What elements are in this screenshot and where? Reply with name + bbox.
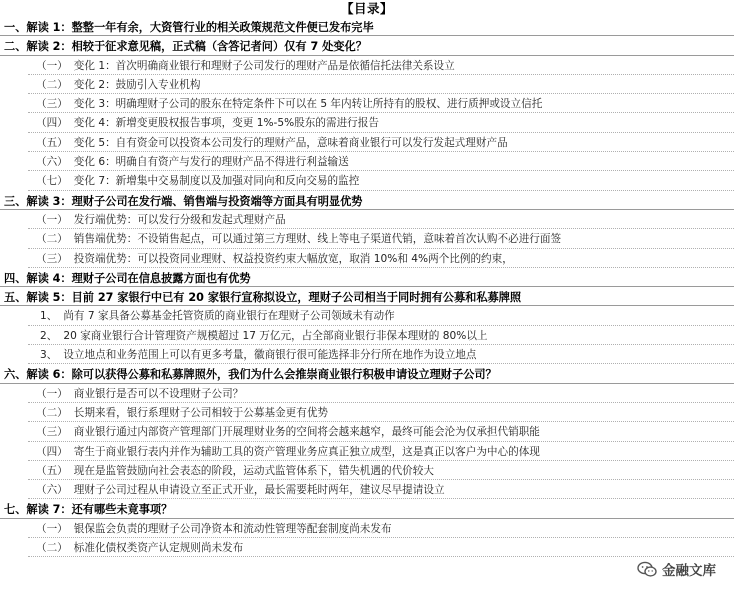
toc-item-tag: （一） <box>36 59 68 72</box>
toc-item-tag: （七） <box>36 175 68 188</box>
toc-item[interactable] <box>0 76 734 95</box>
watermark-text: 金融文库 <box>662 563 716 579</box>
toc-item[interactable] <box>0 307 734 326</box>
toc-item[interactable] <box>0 153 734 172</box>
watermark <box>633 557 720 581</box>
toc-item-text: 尚有 7 家具备公募基金托管资质的商业银行在理财子公司领域未有动作 <box>63 310 395 323</box>
toc-item-text: 设立地点和业务范围上可以有更多考量，徽商银行很可能选择非分行所在地作为设立地点 <box>63 349 477 362</box>
toc-item-text: 变化 4：新增变更股权报告事项，变更 1%-5%股东的需进行报告 <box>73 117 379 130</box>
toc-item-tag: （五） <box>36 136 68 149</box>
toc-item[interactable] <box>0 481 734 500</box>
toc-item[interactable] <box>0 443 734 462</box>
toc-item-text: 变化 5：自有资金可以投资本公司发行的理财产品，意味着商业银行可以发行发起式理财产品 <box>73 136 508 149</box>
toc-item-tag: （二） <box>36 406 68 419</box>
toc-item[interactable] <box>0 539 734 558</box>
toc-item[interactable] <box>0 346 734 365</box>
toc-item[interactable] <box>0 404 734 423</box>
toc-item-text: 变化 7：新增集中交易制度以及加强对同向和反向交易的监控 <box>73 175 360 188</box>
toc-item[interactable] <box>0 211 734 230</box>
toc-item[interactable] <box>0 520 734 539</box>
toc-item-text: 销售端优势：不设销售起点，可以通过第三方理财、线上等电子渠道代销，意味着首次认购不必进行面签 <box>73 233 562 246</box>
toc-item-text: 长期来看，银行系理财子公司相较于公募基金更有优势 <box>73 406 329 419</box>
toc-item-tag: （三） <box>36 252 68 265</box>
toc-item-text: 理财子公司过程从申请设立至正式开业，最长需要耗时两年，建议尽早提请设立 <box>73 484 445 497</box>
toc-item-text: 发行端优势：可以发行分级和发起式理财产品 <box>73 213 286 226</box>
toc-item-tag: （一） <box>36 213 68 226</box>
toc-item[interactable] <box>0 250 734 269</box>
toc-item[interactable] <box>0 57 734 76</box>
toc-item-tag: （二） <box>36 233 68 246</box>
toc-item-text: 标准化债权类资产认定规则尚未发布 <box>73 542 244 555</box>
toc-item-text: 商业银行通过内部资产管理部门开展理财业务的空间将会越来越窄，最终可能会沦为仅承担代销职能 <box>73 426 540 439</box>
toc-section-heading[interactable]: 六、解读 6：除可以获得公募和私募牌照外，我们为什么会推崇商业银行积极申请设立理财子公司？ <box>0 365 734 384</box>
toc-section-heading[interactable]: 一、解读 1：整整一年有余，大资管行业的相关政策规范文件便已发布完毕 <box>0 18 734 37</box>
toc-item-text: 商业银行是否可以不设理财子公司？ <box>73 387 244 400</box>
toc-item-text: 变化 3：明确理财子公司的股东在特定条件下可以在 5 年内转让所持有的股权、进行质押或设立信托 <box>73 98 543 111</box>
toc-item-tag: （二） <box>36 78 68 91</box>
toc-body <box>0 18 734 558</box>
toc-item-text: 银保监会负责的理财子公司净资本和流动性管理等配套制度尚未发布 <box>73 522 392 535</box>
toc-item-tag: （四） <box>36 117 68 130</box>
toc-item-tag: （三） <box>36 98 68 111</box>
toc-item-tag: （六） <box>36 156 68 169</box>
toc-item-tag: 1、 <box>40 310 58 323</box>
toc-item-text: 寄生于商业银行表内并作为辅助工具的资产管理业务应真正独立成型，这是真正以客户为中心的体现 <box>73 445 540 458</box>
toc-item[interactable] <box>0 134 734 153</box>
toc-item-tag: （三） <box>36 426 68 439</box>
toc-item[interactable] <box>0 327 734 346</box>
toc-item-tag: 3、 <box>40 349 58 362</box>
toc-item[interactable] <box>0 462 734 481</box>
toc-item[interactable] <box>0 385 734 404</box>
toc-item-tag: （一） <box>36 387 68 400</box>
toc-section-heading[interactable]: 三、解读 3：理财子公司在发行端、销售端与投资端等方面具有明显优势 <box>0 192 734 211</box>
toc-item[interactable] <box>0 172 734 191</box>
toc-item-text: 投资端优势：可以投资同业理财、权益投资约束大幅放宽，取消 10%和 4%两个比例的约束， <box>73 252 513 265</box>
toc-item-text: 20 家商业银行合计管理资产规模超过 17 万亿元，占全部商业银行非保本理财的 80%以上 <box>63 329 488 342</box>
toc-item-tag: （二） <box>36 542 68 555</box>
toc-section-heading[interactable]: 五、解读 5：目前 27 家银行中已有 20 家银行宣称拟设立，理财子公司相当于同时拥有公募和私募牌照 <box>0 288 734 307</box>
toc-item-tag: （五） <box>36 464 68 477</box>
wechat-icon <box>637 561 657 578</box>
toc-item-text: 现在是监管鼓励向社会表态的阶段，运动式监管体系下，错失机遇的代价较大 <box>73 464 434 477</box>
toc-item[interactable] <box>0 423 734 442</box>
toc-item[interactable] <box>0 95 734 114</box>
toc-section-heading[interactable]: 七、解读 7：还有哪些未竟事项？ <box>0 500 734 519</box>
toc-item-tag: 2、 <box>40 329 58 342</box>
toc-item[interactable] <box>0 230 734 249</box>
toc-item-tag: （四） <box>36 445 68 458</box>
toc-section-heading[interactable]: 四、解读 4：理财子公司在信息披露方面也有优势 <box>0 269 734 288</box>
toc-section-heading[interactable]: 二、解读 2：相较于征求意见稿，正式稿（含答记者问）仅有 7 处变化？ <box>0 37 734 56</box>
toc-item-text: 变化 2：鼓励引入专业机构 <box>73 78 201 91</box>
toc-item-tag: （六） <box>36 484 68 497</box>
toc-item[interactable] <box>0 114 734 133</box>
toc-item-tag: （一） <box>36 522 68 535</box>
toc-title: 【目录】 <box>340 1 393 16</box>
toc-item-text: 变化 1：首次明确商业银行和理财子公司发行的理财产品是依循信托法律关系设立 <box>73 59 455 72</box>
toc-item-text: 变化 6：明确自有资产与发行的理财产品不得进行利益输送 <box>73 156 349 169</box>
